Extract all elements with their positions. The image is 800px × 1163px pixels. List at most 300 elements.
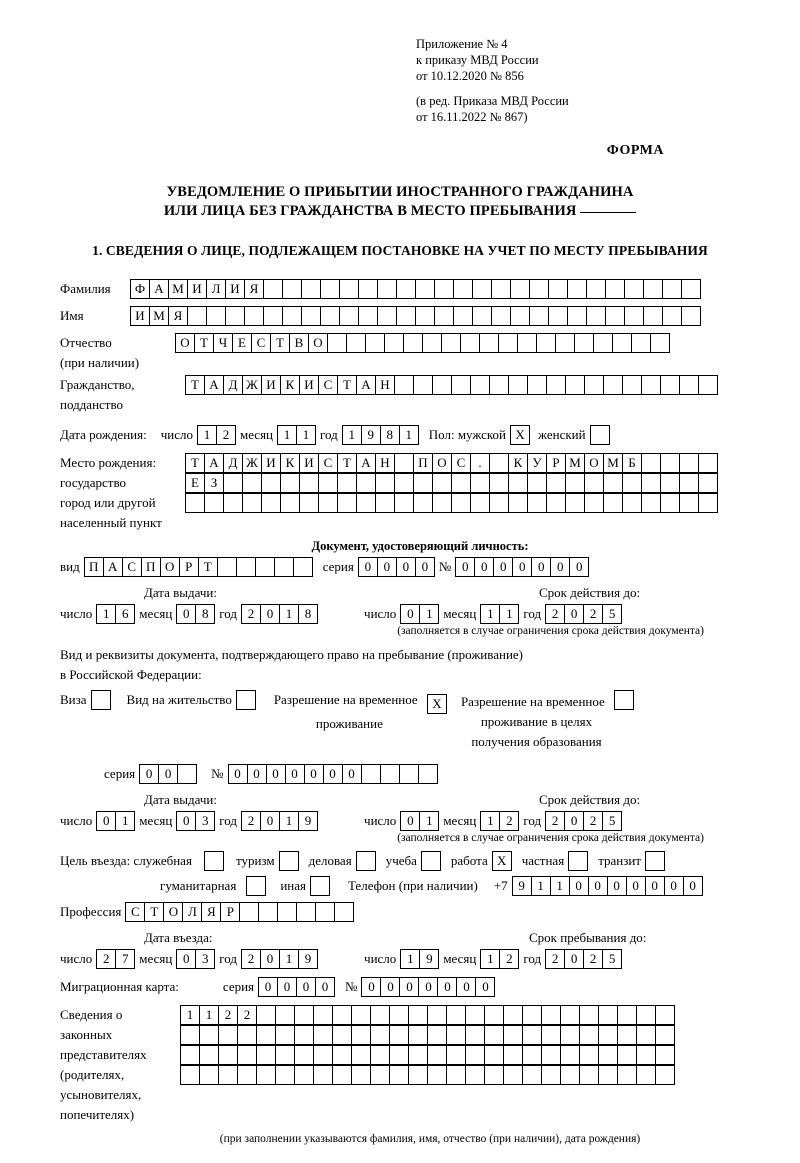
form-cell[interactable]: Я bbox=[244, 279, 264, 299]
form-cell[interactable] bbox=[617, 1065, 637, 1085]
form-cell[interactable] bbox=[427, 1045, 447, 1065]
form-cell[interactable]: Т bbox=[185, 453, 205, 473]
form-cell[interactable]: А bbox=[356, 453, 376, 473]
form-cell[interactable]: 0 bbox=[564, 811, 584, 831]
form-cell[interactable] bbox=[389, 1045, 409, 1065]
form-cell[interactable]: 1 bbox=[277, 425, 297, 445]
permit-valid-year-input[interactable] bbox=[545, 811, 622, 831]
form-cell[interactable]: Т bbox=[270, 333, 290, 353]
form-cell[interactable] bbox=[560, 1065, 580, 1085]
form-cell[interactable]: 5 bbox=[602, 604, 622, 624]
form-cell[interactable] bbox=[280, 493, 300, 513]
form-cell[interactable]: 9 bbox=[298, 949, 318, 969]
form-cell[interactable] bbox=[441, 333, 461, 353]
form-cell[interactable] bbox=[593, 333, 613, 353]
form-cell[interactable] bbox=[434, 306, 454, 326]
form-cell[interactable] bbox=[332, 1065, 352, 1085]
form-cell[interactable]: 0 bbox=[645, 876, 665, 896]
form-cell[interactable] bbox=[636, 1045, 656, 1065]
form-cell[interactable] bbox=[598, 1025, 618, 1045]
form-cell[interactable] bbox=[631, 333, 651, 353]
purpose-other-checkbox[interactable] bbox=[310, 876, 330, 896]
form-cell[interactable] bbox=[536, 333, 556, 353]
form-cell[interactable]: 1 bbox=[419, 604, 439, 624]
form-cell[interactable] bbox=[217, 557, 237, 577]
birthplace-city-input-2[interactable] bbox=[185, 493, 718, 513]
form-cell[interactable]: 0 bbox=[607, 876, 627, 896]
doc-number-input[interactable] bbox=[455, 557, 589, 577]
form-cell[interactable] bbox=[679, 493, 699, 513]
form-cell[interactable]: М bbox=[603, 453, 623, 473]
form-cell[interactable]: 0 bbox=[158, 764, 178, 784]
form-cell[interactable] bbox=[432, 375, 452, 395]
form-cell[interactable]: 0 bbox=[418, 977, 438, 997]
form-cell[interactable] bbox=[356, 473, 376, 493]
form-cell[interactable]: И bbox=[187, 279, 207, 299]
stay-year-input[interactable] bbox=[545, 949, 622, 969]
phone-input[interactable] bbox=[512, 876, 703, 896]
form-cell[interactable]: Т bbox=[198, 557, 218, 577]
sex-female-checkbox[interactable] bbox=[590, 425, 610, 445]
form-cell[interactable] bbox=[351, 1045, 371, 1065]
legal-rep-input-4[interactable] bbox=[180, 1065, 675, 1085]
form-cell[interactable]: Т bbox=[337, 375, 357, 395]
form-cell[interactable] bbox=[294, 1025, 314, 1045]
form-cell[interactable]: 6 bbox=[115, 604, 135, 624]
form-cell[interactable]: Т bbox=[337, 453, 357, 473]
form-cell[interactable]: 1 bbox=[199, 1005, 219, 1025]
form-cell[interactable] bbox=[313, 1045, 333, 1065]
form-cell[interactable] bbox=[465, 1025, 485, 1045]
form-cell[interactable] bbox=[346, 333, 366, 353]
form-cell[interactable]: 2 bbox=[499, 949, 519, 969]
purpose-humanitarian-checkbox[interactable] bbox=[246, 876, 266, 896]
form-cell[interactable]: О bbox=[584, 453, 604, 473]
form-cell[interactable]: 8 bbox=[195, 604, 215, 624]
form-cell[interactable] bbox=[565, 375, 585, 395]
form-cell[interactable]: К bbox=[280, 453, 300, 473]
form-cell[interactable] bbox=[177, 764, 197, 784]
form-cell[interactable] bbox=[320, 306, 340, 326]
form-cell[interactable]: О bbox=[308, 333, 328, 353]
form-cell[interactable]: 0 bbox=[96, 811, 116, 831]
form-cell[interactable] bbox=[432, 493, 452, 513]
form-cell[interactable] bbox=[465, 1005, 485, 1025]
form-cell[interactable] bbox=[351, 1005, 371, 1025]
form-cell[interactable] bbox=[180, 1025, 200, 1045]
form-cell[interactable] bbox=[643, 279, 663, 299]
form-cell[interactable] bbox=[320, 279, 340, 299]
form-cell[interactable]: 0 bbox=[415, 557, 435, 577]
form-cell[interactable] bbox=[294, 1065, 314, 1085]
form-cell[interactable]: Е bbox=[185, 473, 205, 493]
form-cell[interactable] bbox=[218, 1045, 238, 1065]
form-cell[interactable] bbox=[546, 375, 566, 395]
form-cell[interactable]: 0 bbox=[176, 811, 196, 831]
form-cell[interactable] bbox=[434, 279, 454, 299]
form-cell[interactable]: 0 bbox=[400, 604, 420, 624]
form-cell[interactable] bbox=[622, 473, 642, 493]
form-cell[interactable] bbox=[413, 493, 433, 513]
form-cell[interactable]: 1 bbox=[180, 1005, 200, 1025]
form-cell[interactable] bbox=[294, 1005, 314, 1025]
form-cell[interactable] bbox=[641, 375, 661, 395]
form-cell[interactable] bbox=[358, 279, 378, 299]
form-cell[interactable] bbox=[574, 333, 594, 353]
form-cell[interactable]: 1 bbox=[279, 949, 299, 969]
form-cell[interactable] bbox=[446, 1025, 466, 1045]
form-cell[interactable] bbox=[408, 1045, 428, 1065]
form-cell[interactable]: Н bbox=[375, 375, 395, 395]
form-cell[interactable]: 3 bbox=[195, 949, 215, 969]
form-cell[interactable] bbox=[650, 333, 670, 353]
form-cell[interactable] bbox=[503, 1005, 523, 1025]
form-cell[interactable] bbox=[384, 333, 404, 353]
form-cell[interactable] bbox=[318, 473, 338, 493]
profession-input[interactable] bbox=[125, 902, 354, 922]
form-cell[interactable]: А bbox=[356, 375, 376, 395]
form-cell[interactable]: 0 bbox=[626, 876, 646, 896]
form-cell[interactable]: 0 bbox=[139, 764, 159, 784]
form-cell[interactable]: 2 bbox=[545, 949, 565, 969]
form-cell[interactable] bbox=[256, 1025, 276, 1045]
form-cell[interactable] bbox=[244, 306, 264, 326]
form-cell[interactable] bbox=[394, 473, 414, 493]
form-cell[interactable]: 0 bbox=[315, 977, 335, 997]
form-cell[interactable] bbox=[472, 279, 492, 299]
form-cell[interactable] bbox=[460, 333, 480, 353]
form-cell[interactable] bbox=[698, 493, 718, 513]
form-cell[interactable] bbox=[389, 1025, 409, 1045]
form-cell[interactable] bbox=[641, 473, 661, 493]
form-cell[interactable]: 1 bbox=[342, 425, 362, 445]
edu-residence-checkbox[interactable] bbox=[614, 690, 634, 710]
form-cell[interactable]: О bbox=[163, 902, 183, 922]
form-cell[interactable] bbox=[380, 764, 400, 784]
form-cell[interactable]: 2 bbox=[499, 811, 519, 831]
form-cell[interactable] bbox=[377, 306, 397, 326]
form-cell[interactable]: 9 bbox=[298, 811, 318, 831]
form-cell[interactable]: С bbox=[251, 333, 271, 353]
form-cell[interactable] bbox=[204, 493, 224, 513]
form-cell[interactable]: Ф bbox=[130, 279, 150, 299]
form-cell[interactable] bbox=[491, 279, 511, 299]
form-cell[interactable] bbox=[636, 1025, 656, 1045]
form-cell[interactable] bbox=[660, 453, 680, 473]
form-cell[interactable] bbox=[237, 1025, 257, 1045]
form-cell[interactable] bbox=[489, 453, 509, 473]
purpose-service-checkbox[interactable] bbox=[204, 851, 224, 871]
form-cell[interactable]: 0 bbox=[564, 604, 584, 624]
form-cell[interactable] bbox=[662, 306, 682, 326]
form-cell[interactable] bbox=[641, 453, 661, 473]
form-cell[interactable] bbox=[465, 1065, 485, 1085]
patronymic-input[interactable] bbox=[175, 333, 670, 353]
form-cell[interactable] bbox=[546, 493, 566, 513]
form-cell[interactable] bbox=[418, 764, 438, 784]
form-cell[interactable] bbox=[199, 1025, 219, 1045]
form-cell[interactable]: 2 bbox=[583, 604, 603, 624]
form-cell[interactable]: 0 bbox=[285, 764, 305, 784]
form-cell[interactable] bbox=[643, 306, 663, 326]
form-cell[interactable] bbox=[548, 279, 568, 299]
form-cell[interactable] bbox=[299, 493, 319, 513]
form-cell[interactable] bbox=[223, 493, 243, 513]
form-cell[interactable]: И bbox=[225, 279, 245, 299]
entry-year-input[interactable] bbox=[241, 949, 318, 969]
residence-permit-checkbox[interactable] bbox=[236, 690, 256, 710]
form-cell[interactable]: 3 bbox=[195, 811, 215, 831]
form-cell[interactable] bbox=[641, 493, 661, 513]
form-cell[interactable] bbox=[332, 1005, 352, 1025]
form-cell[interactable]: 0 bbox=[258, 977, 278, 997]
form-cell[interactable] bbox=[622, 493, 642, 513]
form-cell[interactable] bbox=[617, 1045, 637, 1065]
form-cell[interactable]: Я bbox=[168, 306, 188, 326]
form-cell[interactable] bbox=[408, 1005, 428, 1025]
form-cell[interactable]: 0 bbox=[531, 557, 551, 577]
form-cell[interactable] bbox=[408, 1025, 428, 1045]
form-cell[interactable] bbox=[394, 493, 414, 513]
form-cell[interactable] bbox=[375, 473, 395, 493]
form-cell[interactable]: О bbox=[432, 453, 452, 473]
form-cell[interactable] bbox=[527, 473, 547, 493]
form-cell[interactable] bbox=[299, 473, 319, 493]
form-cell[interactable]: 0 bbox=[400, 811, 420, 831]
form-cell[interactable] bbox=[408, 1065, 428, 1085]
form-cell[interactable]: 9 bbox=[512, 876, 532, 896]
form-cell[interactable] bbox=[636, 1065, 656, 1085]
form-cell[interactable]: 1 bbox=[480, 604, 500, 624]
form-cell[interactable] bbox=[370, 1005, 390, 1025]
form-cell[interactable]: С bbox=[451, 453, 471, 473]
form-cell[interactable] bbox=[584, 375, 604, 395]
form-cell[interactable]: Б bbox=[622, 453, 642, 473]
form-cell[interactable]: 2 bbox=[216, 425, 236, 445]
form-cell[interactable]: О bbox=[160, 557, 180, 577]
form-cell[interactable] bbox=[491, 306, 511, 326]
form-cell[interactable] bbox=[242, 493, 262, 513]
form-cell[interactable] bbox=[498, 333, 518, 353]
form-cell[interactable]: С bbox=[125, 902, 145, 922]
doc-issue-month-input[interactable] bbox=[176, 604, 215, 624]
form-cell[interactable] bbox=[679, 473, 699, 493]
form-cell[interactable] bbox=[605, 306, 625, 326]
form-cell[interactable]: 2 bbox=[237, 1005, 257, 1025]
form-cell[interactable]: А bbox=[103, 557, 123, 577]
form-cell[interactable]: Ч bbox=[213, 333, 233, 353]
birthplace-state-input[interactable] bbox=[185, 453, 718, 473]
form-cell[interactable] bbox=[274, 557, 294, 577]
form-cell[interactable]: И bbox=[261, 453, 281, 473]
form-cell[interactable] bbox=[503, 1025, 523, 1045]
purpose-study-checkbox[interactable] bbox=[421, 851, 441, 871]
form-cell[interactable] bbox=[655, 1065, 675, 1085]
form-cell[interactable] bbox=[622, 375, 642, 395]
form-cell[interactable] bbox=[415, 279, 435, 299]
birth-month-input[interactable] bbox=[277, 425, 316, 445]
form-cell[interactable] bbox=[351, 1025, 371, 1045]
form-cell[interactable] bbox=[415, 306, 435, 326]
form-cell[interactable]: М bbox=[565, 453, 585, 473]
form-cell[interactable]: 0 bbox=[664, 876, 684, 896]
form-cell[interactable]: 0 bbox=[176, 949, 196, 969]
permit-issue-month-input[interactable] bbox=[176, 811, 215, 831]
form-cell[interactable] bbox=[679, 453, 699, 473]
form-cell[interactable]: Л bbox=[206, 279, 226, 299]
form-cell[interactable] bbox=[655, 1045, 675, 1065]
form-cell[interactable] bbox=[470, 493, 490, 513]
form-cell[interactable]: 0 bbox=[247, 764, 267, 784]
form-cell[interactable]: 2 bbox=[218, 1005, 238, 1025]
form-cell[interactable]: 2 bbox=[583, 949, 603, 969]
form-cell[interactable] bbox=[351, 1065, 371, 1085]
form-cell[interactable]: Р bbox=[220, 902, 240, 922]
form-cell[interactable]: 1 bbox=[96, 604, 116, 624]
form-cell[interactable]: 0 bbox=[266, 764, 286, 784]
form-cell[interactable] bbox=[655, 1005, 675, 1025]
form-cell[interactable] bbox=[277, 902, 297, 922]
form-cell[interactable] bbox=[403, 333, 423, 353]
form-cell[interactable] bbox=[479, 333, 499, 353]
doc-issue-day-input[interactable] bbox=[96, 604, 135, 624]
legal-rep-input-1[interactable] bbox=[180, 1005, 675, 1025]
form-cell[interactable]: А bbox=[204, 453, 224, 473]
migration-series-input[interactable] bbox=[258, 977, 335, 997]
birth-year-input[interactable] bbox=[342, 425, 419, 445]
form-cell[interactable]: 0 bbox=[323, 764, 343, 784]
form-cell[interactable] bbox=[612, 333, 632, 353]
form-cell[interactable]: 1 bbox=[480, 949, 500, 969]
form-cell[interactable] bbox=[453, 279, 473, 299]
form-cell[interactable] bbox=[301, 279, 321, 299]
form-cell[interactable]: Ж bbox=[242, 453, 262, 473]
form-cell[interactable] bbox=[365, 333, 385, 353]
form-cell[interactable] bbox=[294, 1045, 314, 1065]
birthplace-city-input-1[interactable] bbox=[185, 473, 718, 493]
form-cell[interactable] bbox=[394, 453, 414, 473]
form-cell[interactable] bbox=[206, 306, 226, 326]
form-cell[interactable] bbox=[427, 1065, 447, 1085]
form-cell[interactable]: Ж bbox=[242, 375, 262, 395]
form-cell[interactable] bbox=[565, 493, 585, 513]
form-cell[interactable] bbox=[484, 1045, 504, 1065]
form-cell[interactable]: И bbox=[299, 375, 319, 395]
form-cell[interactable]: 0 bbox=[260, 949, 280, 969]
form-cell[interactable]: У bbox=[527, 453, 547, 473]
form-cell[interactable] bbox=[413, 375, 433, 395]
form-cell[interactable] bbox=[484, 1005, 504, 1025]
form-cell[interactable]: П bbox=[141, 557, 161, 577]
form-cell[interactable] bbox=[375, 493, 395, 513]
form-cell[interactable]: Т bbox=[144, 902, 164, 922]
form-cell[interactable]: Н bbox=[375, 453, 395, 473]
surname-input[interactable] bbox=[130, 279, 701, 299]
form-cell[interactable] bbox=[522, 1005, 542, 1025]
form-cell[interactable] bbox=[624, 306, 644, 326]
form-cell[interactable] bbox=[199, 1045, 219, 1065]
form-cell[interactable] bbox=[660, 375, 680, 395]
form-cell[interactable]: 1 bbox=[115, 811, 135, 831]
form-cell[interactable] bbox=[446, 1065, 466, 1085]
form-cell[interactable]: 0 bbox=[475, 977, 495, 997]
form-cell[interactable] bbox=[624, 279, 644, 299]
form-cell[interactable]: С bbox=[318, 375, 338, 395]
form-cell[interactable] bbox=[560, 1025, 580, 1045]
form-cell[interactable] bbox=[356, 493, 376, 513]
form-cell[interactable]: С bbox=[318, 453, 338, 473]
form-cell[interactable]: О bbox=[175, 333, 195, 353]
form-cell[interactable] bbox=[681, 279, 701, 299]
form-cell[interactable]: 1 bbox=[531, 876, 551, 896]
form-cell[interactable] bbox=[636, 1005, 656, 1025]
form-cell[interactable]: 0 bbox=[176, 604, 196, 624]
form-cell[interactable] bbox=[261, 473, 281, 493]
form-cell[interactable] bbox=[510, 279, 530, 299]
form-cell[interactable]: Т bbox=[194, 333, 214, 353]
form-cell[interactable] bbox=[548, 306, 568, 326]
stay-month-input[interactable] bbox=[480, 949, 519, 969]
form-cell[interactable] bbox=[256, 1065, 276, 1085]
form-cell[interactable] bbox=[472, 306, 492, 326]
citizenship-input[interactable] bbox=[185, 375, 718, 395]
form-cell[interactable] bbox=[337, 493, 357, 513]
purpose-transit-checkbox[interactable] bbox=[645, 851, 665, 871]
form-cell[interactable]: Л bbox=[182, 902, 202, 922]
visa-checkbox[interactable] bbox=[91, 690, 111, 710]
form-cell[interactable] bbox=[370, 1065, 390, 1085]
form-cell[interactable]: 5 bbox=[602, 949, 622, 969]
form-cell[interactable] bbox=[584, 493, 604, 513]
form-cell[interactable] bbox=[660, 473, 680, 493]
form-cell[interactable]: 0 bbox=[342, 764, 362, 784]
form-cell[interactable] bbox=[560, 1045, 580, 1065]
form-cell[interactable] bbox=[218, 1025, 238, 1045]
form-cell[interactable] bbox=[361, 764, 381, 784]
form-cell[interactable] bbox=[579, 1065, 599, 1085]
form-cell[interactable] bbox=[399, 764, 419, 784]
form-cell[interactable]: 0 bbox=[296, 977, 316, 997]
form-cell[interactable]: 0 bbox=[569, 876, 589, 896]
form-cell[interactable] bbox=[489, 493, 509, 513]
permit-issue-day-input[interactable] bbox=[96, 811, 135, 831]
form-cell[interactable] bbox=[555, 333, 575, 353]
form-cell[interactable] bbox=[432, 473, 452, 493]
doc-issue-year-input[interactable] bbox=[241, 604, 318, 624]
form-cell[interactable] bbox=[527, 493, 547, 513]
birth-day-input[interactable] bbox=[197, 425, 236, 445]
form-cell[interactable] bbox=[489, 473, 509, 493]
form-cell[interactable]: 0 bbox=[455, 557, 475, 577]
form-cell[interactable]: Д bbox=[223, 453, 243, 473]
form-cell[interactable] bbox=[567, 306, 587, 326]
form-cell[interactable]: 0 bbox=[260, 811, 280, 831]
permit-valid-day-input[interactable] bbox=[400, 811, 439, 831]
form-cell[interactable]: 0 bbox=[588, 876, 608, 896]
form-cell[interactable] bbox=[377, 279, 397, 299]
form-cell[interactable] bbox=[180, 1045, 200, 1065]
form-cell[interactable]: 8 bbox=[298, 604, 318, 624]
form-cell[interactable]: 0 bbox=[399, 977, 419, 997]
form-cell[interactable]: 0 bbox=[456, 977, 476, 997]
purpose-tourism-checkbox[interactable] bbox=[279, 851, 299, 871]
form-cell[interactable]: М bbox=[149, 306, 169, 326]
form-cell[interactable] bbox=[470, 473, 490, 493]
form-cell[interactable] bbox=[239, 902, 259, 922]
form-cell[interactable] bbox=[679, 375, 699, 395]
form-cell[interactable] bbox=[567, 279, 587, 299]
form-cell[interactable]: А bbox=[149, 279, 169, 299]
